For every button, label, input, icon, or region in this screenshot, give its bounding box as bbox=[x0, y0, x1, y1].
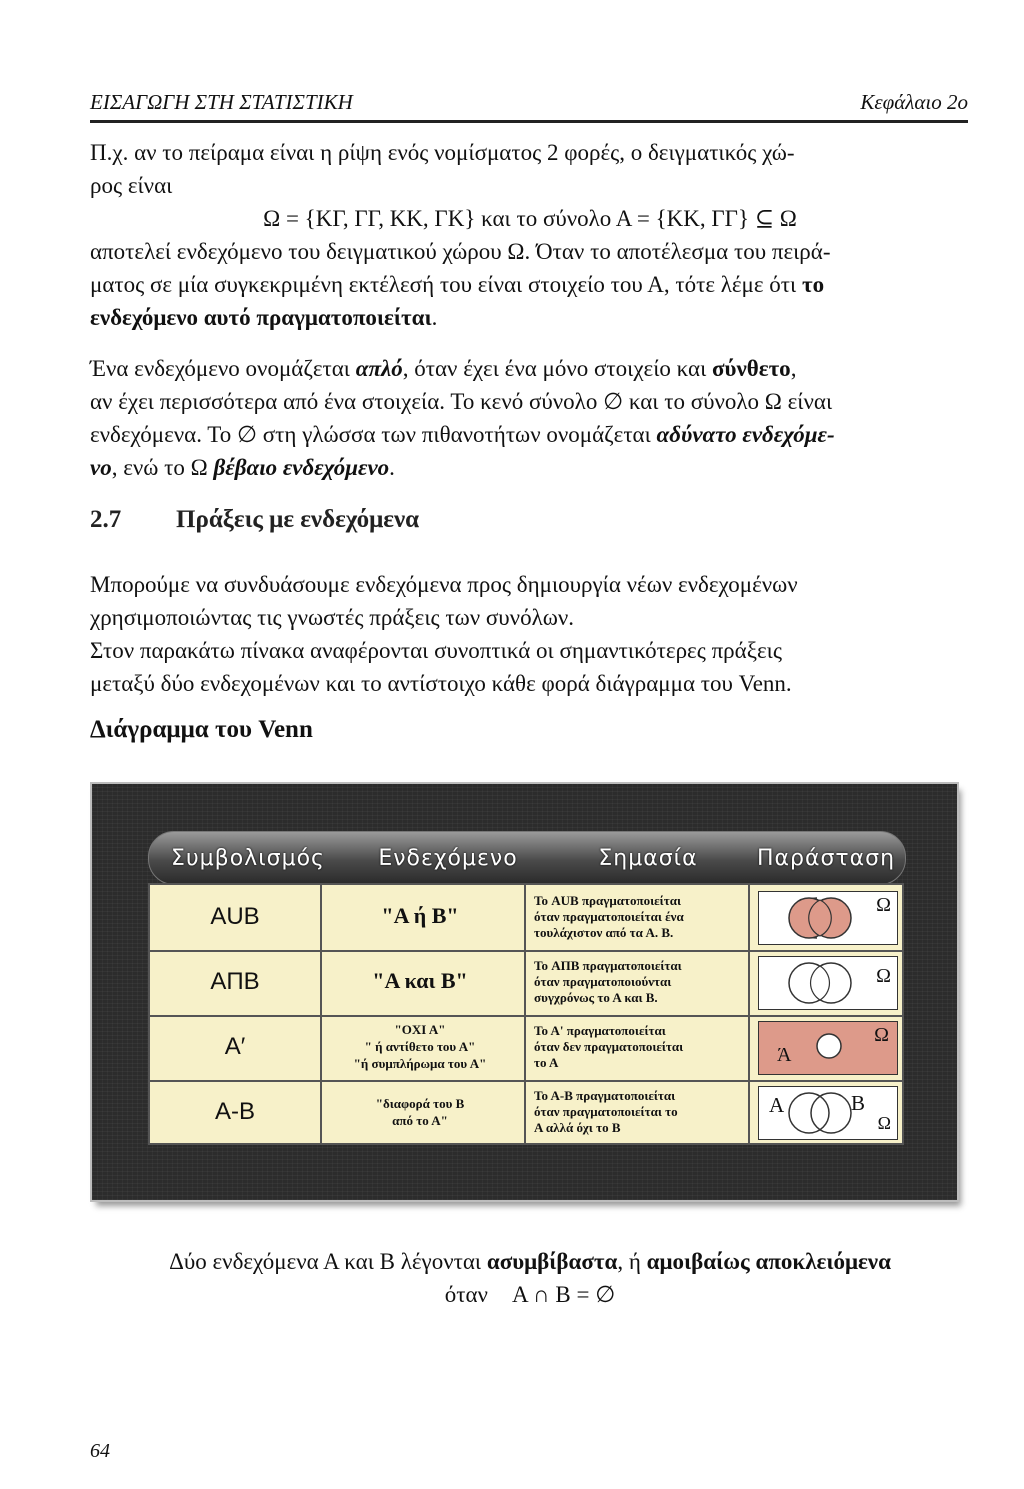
term-mutually-exclusive: αμοιβαίως αποκλειόμενα bbox=[646, 1249, 891, 1274]
text: Ένα ενδεχόμενο ονομάζεται bbox=[90, 356, 356, 381]
example-line-5 bbox=[90, 301, 970, 334]
text: . bbox=[431, 305, 438, 330]
set-a-label: A bbox=[769, 1093, 785, 1117]
meaning-complement bbox=[534, 1023, 738, 1071]
definition-line-2: αν έχει περισσότερα από ένα στοιχεία. Το κενό σύνολο ∅ και το σύνολο Ω είναι bbox=[90, 389, 833, 414]
bold-text: το bbox=[801, 272, 825, 297]
event-line: "διαφορά του Β bbox=[375, 1096, 465, 1111]
header-book-title: ΕΙΣΑΓΩΓΗ ΣΤΗ ΣΤΑΤΙΣΤΙΚΗ bbox=[90, 90, 353, 114]
header-meaning: Σημασία bbox=[598, 846, 698, 871]
definition-line-1 bbox=[90, 352, 970, 385]
text: ματος σε μία συγκεκριμένη εκτέλεσή του είναι στοιχείο του Α, τότε λέμε ότι bbox=[90, 272, 802, 297]
bold-text: ενδεχόμενο αυτό πραγματοποιείται bbox=[90, 305, 432, 330]
row-divider bbox=[150, 950, 902, 952]
definition-line-3 bbox=[90, 418, 970, 451]
meaning-line: Το AUB πραγματοποιείται bbox=[534, 893, 681, 908]
sample-space-formula: Ω = {ΚΓ, ΓΓ, ΚΚ, ΓΚ} και το σύνολο Α = {ΚΚ, ΓΓ} ⊆ Ω bbox=[263, 206, 797, 231]
term-impossible: αδύνατο ενδεχόμε- bbox=[656, 422, 835, 447]
col-divider bbox=[524, 885, 526, 1143]
mutually-exclusive-formula-line bbox=[90, 1278, 970, 1311]
meaning-intersection bbox=[534, 958, 738, 1006]
term-incompatible: ασυμβίβαστα bbox=[486, 1249, 618, 1274]
meaning-line: το Α bbox=[534, 1055, 559, 1070]
page-number: 64 bbox=[90, 1440, 110, 1462]
meaning-difference bbox=[534, 1088, 738, 1136]
col-divider bbox=[320, 885, 322, 1143]
header-representation: Παράσταση bbox=[756, 846, 896, 871]
term-simple: απλό bbox=[355, 356, 403, 381]
text: , bbox=[790, 356, 797, 381]
venn-table-panel bbox=[92, 784, 957, 1200]
venn-difference bbox=[758, 1086, 898, 1140]
row-divider bbox=[150, 1015, 902, 1017]
text: , ή bbox=[617, 1249, 647, 1274]
example-line-1: Π.χ. αν το πείραμα είναι η ρίψη ενός νομίσματος 2 φορές, ο δειγματικός χώ- bbox=[90, 140, 795, 165]
intersection-formula: Α ∩ Β = ∅ bbox=[511, 1282, 616, 1307]
event-line: "ΟΧΙ Α" bbox=[394, 1022, 446, 1037]
text: Δύο ενδεχόμενα Α και Β λέγονται bbox=[169, 1249, 487, 1274]
venn-subheading: Διάγραμμα του Venn bbox=[90, 716, 313, 743]
meaning-union bbox=[534, 893, 738, 941]
term-impossible-end: νο bbox=[90, 455, 112, 480]
omega-label: Ω bbox=[876, 965, 891, 987]
venn-intersection bbox=[758, 956, 898, 1010]
meaning-line: Το AΠB πραγματοποιείται bbox=[534, 958, 682, 973]
header-chapter: Κεφάλαιο 2ο bbox=[860, 90, 968, 114]
intro-line-2: χρησιμοποιώντας τις γνωστές πράξεις των συνόλων. bbox=[90, 605, 575, 630]
meaning-line: συγχρόνως το Α και Β. bbox=[534, 990, 658, 1005]
meaning-line: όταν πραγματοποιούνται bbox=[534, 974, 672, 989]
event-union: "Α ή Β" bbox=[381, 903, 459, 928]
text: . bbox=[389, 455, 395, 480]
mutually-exclusive-definition bbox=[90, 1245, 970, 1278]
venn-union bbox=[758, 891, 898, 945]
event-line: "ή συμπλήρωμα του Α" bbox=[353, 1056, 487, 1071]
symbol-intersection: AΠB bbox=[210, 968, 260, 995]
event-line: από το Α" bbox=[392, 1113, 448, 1128]
text: όταν bbox=[444, 1282, 488, 1307]
example-line-4 bbox=[90, 268, 970, 301]
term-compound: σύνθετο bbox=[712, 356, 791, 381]
meaning-line: όταν πραγματοποιείται ένα bbox=[534, 909, 684, 924]
text: ενδεχόμενα. Το ∅ στη γλώσσα των πιθανοτήτων ονομάζεται bbox=[90, 422, 657, 447]
event-intersection: "Α και Β" bbox=[372, 968, 468, 993]
symbol-difference: A-B bbox=[214, 1098, 255, 1125]
col-divider bbox=[748, 885, 750, 1143]
section-number: 2.7 bbox=[90, 506, 122, 533]
term-certain: βέβαιο ενδεχόμενο bbox=[213, 455, 390, 480]
text: , όταν έχει ένα μόνο στοιχείο και bbox=[402, 356, 713, 381]
omega-label: Ω bbox=[876, 894, 891, 916]
omega-label: Ω bbox=[874, 1024, 889, 1046]
intro-line-4: μεταξύ δύο ενδεχομένων και το αντίστοιχο κάθε φορά διάγραμμα του Venn. bbox=[90, 671, 792, 696]
meaning-line: Α αλλά όχι το Β bbox=[534, 1120, 621, 1135]
event-difference bbox=[338, 1095, 502, 1129]
event-complement bbox=[338, 1021, 502, 1072]
text: , ενώ το Ω bbox=[111, 455, 214, 480]
row-divider bbox=[150, 1080, 902, 1082]
set-b-label: B bbox=[851, 1091, 866, 1115]
venn-table bbox=[148, 883, 904, 1145]
running-header bbox=[90, 76, 968, 123]
meaning-line: όταν δεν πραγματοποιείται bbox=[534, 1039, 684, 1054]
symbol-union: AUB bbox=[210, 903, 260, 930]
symbol-complement: A′ bbox=[224, 1033, 246, 1060]
intro-line-3: Στον παρακάτω πίνακα αναφέρονται συνοπτικά οι σημαντικότερες πράξεις bbox=[90, 638, 782, 663]
meaning-line: όταν πραγματοποιείται το bbox=[534, 1104, 678, 1119]
definition-line-4 bbox=[90, 451, 970, 484]
venn-complement bbox=[758, 1021, 898, 1075]
complement-label: Ά bbox=[777, 1044, 792, 1066]
example-line-2: ρος είναι bbox=[90, 173, 173, 198]
section-title: Πράξεις με ενδεχόμενα bbox=[176, 506, 420, 533]
header-event: Ενδεχόμενο bbox=[378, 846, 518, 871]
intro-line-1: Μπορούμε να συνδυάσουμε ενδεχόμενα προς δημιουργία νέων ενδεχομένων bbox=[90, 572, 798, 597]
example-line-3: αποτελεί ενδεχόμενο του δειγματικού χώρου Ω. Όταν το αποτέλεσμα του πειρά- bbox=[90, 239, 831, 264]
meaning-line: Το Α-Β πραγματοποιείται bbox=[534, 1088, 676, 1103]
omega-label: Ω bbox=[877, 1113, 891, 1133]
meaning-line: Το Α' πραγματοποιείται bbox=[534, 1023, 666, 1038]
event-line: " ή αντίθετο του Α" bbox=[364, 1039, 476, 1054]
header-symbol: Συμβολισμός bbox=[171, 846, 325, 871]
meaning-line: τουλάχιστον από τα Α. Β. bbox=[534, 925, 674, 940]
